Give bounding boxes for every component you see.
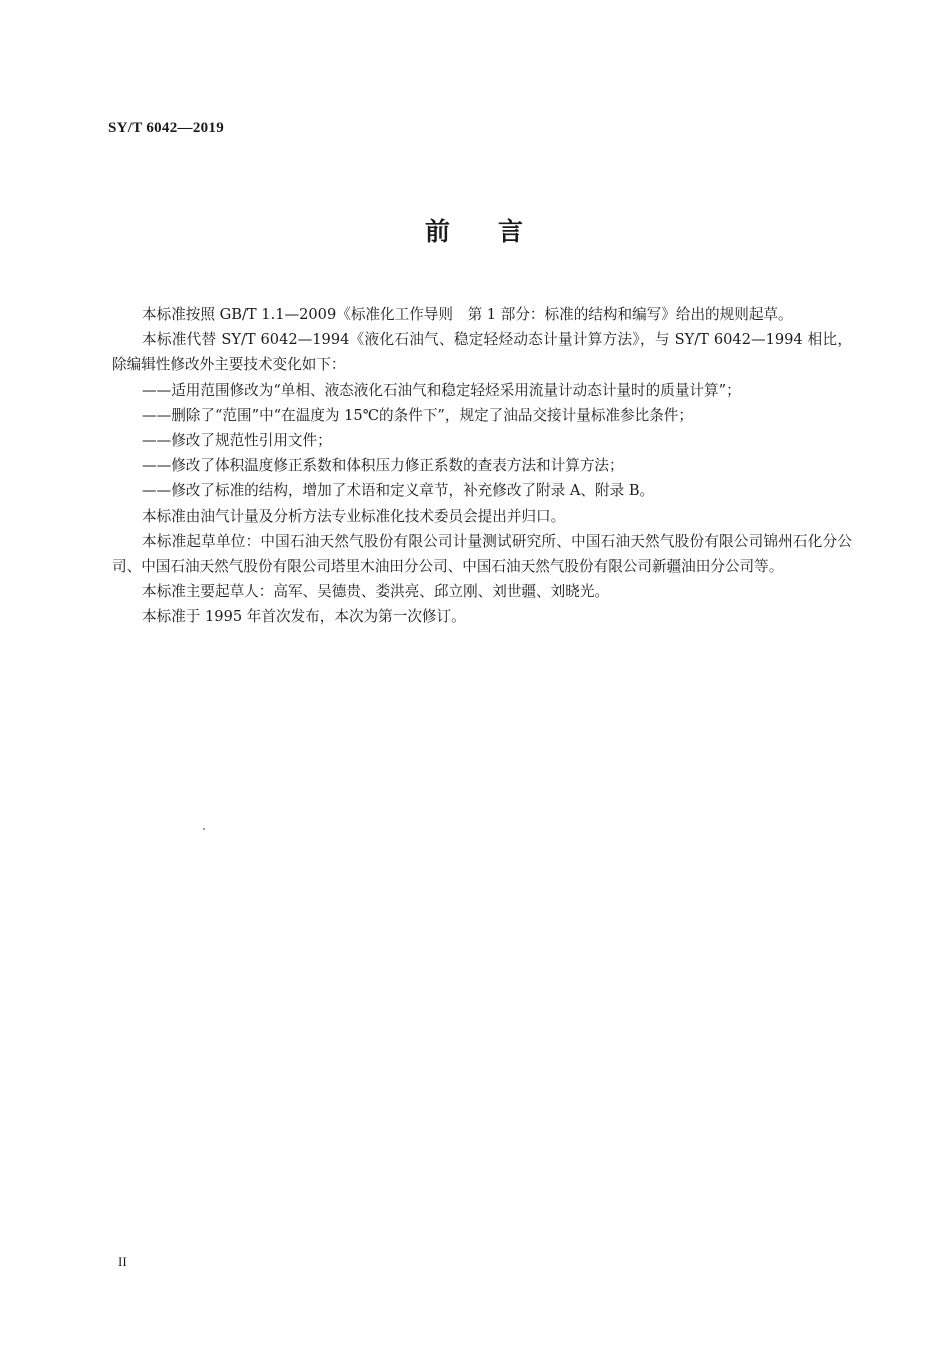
foreword-body (112, 302, 852, 630)
scan-speck (203, 828, 205, 830)
standard-code: SY/T 6042—2019 (108, 120, 225, 136)
change-item-correction-factors: ——修改了体积温度修正系数和体积压力修正系数的查表方法和计算方法； (142, 457, 624, 475)
paragraph-drafting-units: 本标准起草单位：中国石油天然气股份有限公司计量测试研究所、中国石油天然气股份有限公司锦州石化分公司、中国石油天然气股份有限公司塔里木油田分公司、中国石油天然气股份有限公司新疆油田分公司等。 (112, 532, 852, 576)
paragraph-history: 本标准于 1995 年首次发布，本次为第一次修订。 (142, 608, 466, 626)
paragraph-proposed-by: 本标准由油气计量及分析方法专业标准化技术委员会提出并归口。 (142, 507, 566, 525)
change-item-normative-references: ——修改了规范性引用文件； (142, 432, 332, 450)
change-item-scope: ——适用范围修改为“单相、液态液化石油气和稳定轻烃采用流量计动态计量时的质量计算”； (142, 381, 741, 399)
paragraph-drafters: 本标准主要起草人：高军、吴德贵、娄洪亮、邱立刚、刘世疆、刘晓光。 (142, 583, 610, 601)
title-char-1: 前 (424, 217, 452, 246)
page-title (0, 212, 950, 248)
change-item-reference-conditions: ——删除了“范围”中“在温度为 15℃的条件下”，规定了油品交接计量标准参比条件； (142, 406, 693, 424)
title-char-2: 言 (498, 217, 526, 246)
paragraph-replaces: 本标准代替 SY/T 6042—1994《液化石油气、稳定轻烃动态计量计算方法》，与 SY/T 6042—1994 相比，除编辑性修改外主要技术变化如下： (112, 331, 852, 374)
page-number: II (118, 1254, 127, 1269)
change-item-structure: ——修改了标准的结构，增加了术语和定义章节，补充修改了附录 A、附录 B。 (142, 482, 655, 500)
paragraph-drafting-rules: 本标准按照 GB/T 1.1—2009《标准化工作导则 第 1 部分：标准的结构和编写》给出的规则起草。 (142, 306, 793, 323)
